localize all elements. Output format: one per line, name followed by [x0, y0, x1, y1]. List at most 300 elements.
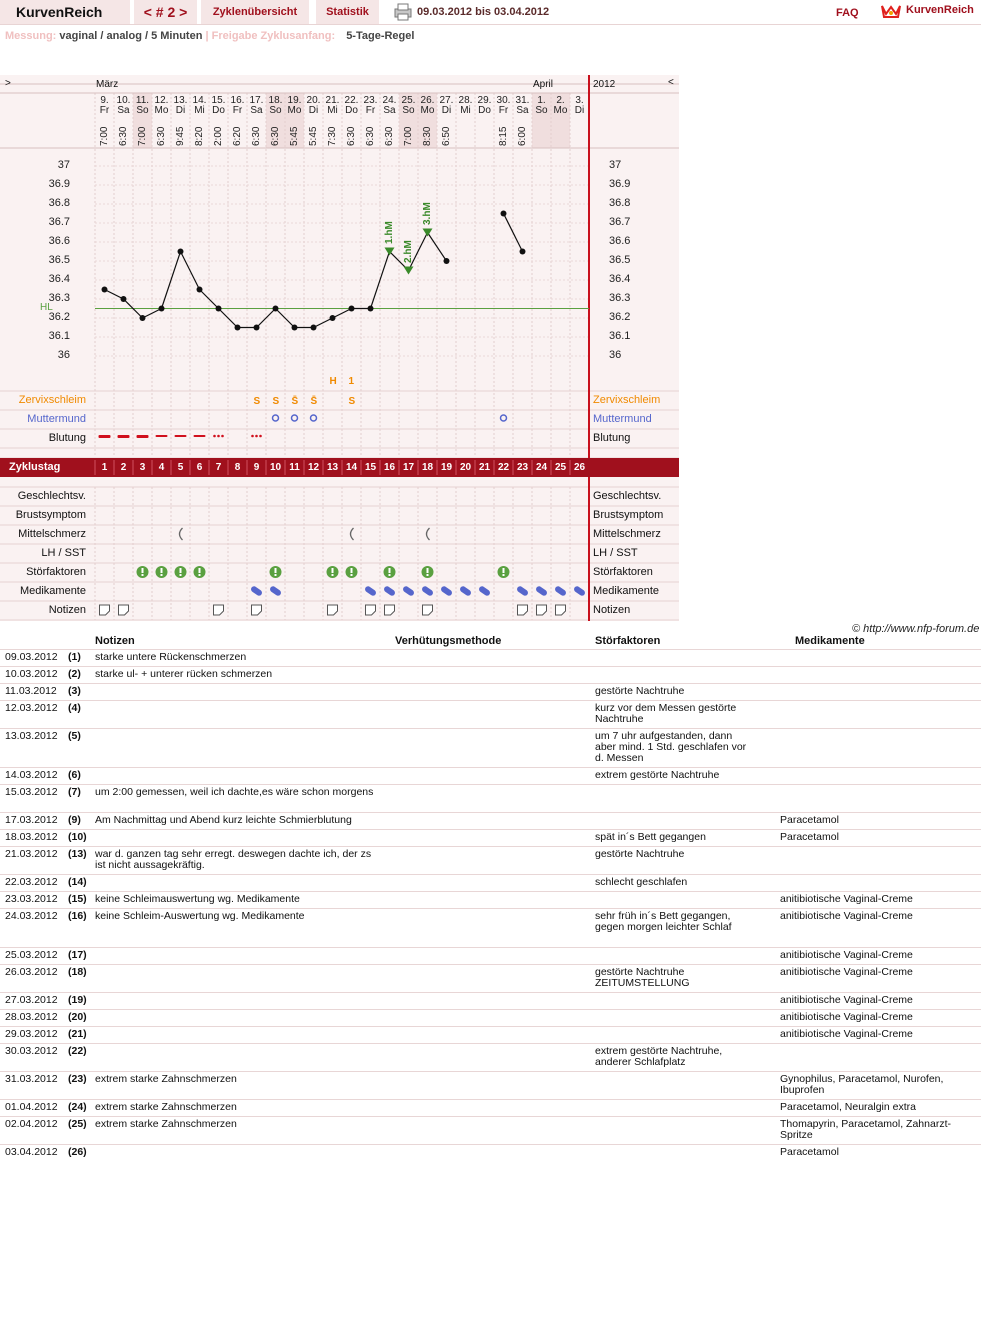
temp-point — [273, 306, 279, 312]
table-row — [0, 992, 981, 1010]
cell-day: (5) — [68, 730, 81, 742]
disturbance-mark — [503, 568, 505, 573]
cell-day: (21) — [68, 1028, 87, 1040]
row-label-right-breast: Brustsymptom — [593, 509, 664, 521]
table-row — [0, 1144, 981, 1162]
cycle-day-number: 18 — [421, 462, 434, 473]
cycle-day-number: 12 — [307, 462, 320, 473]
disturbance-dot — [503, 574, 505, 576]
cell-note: Am Nachmittag und Abend kurz leichte Schmierblutung — [95, 814, 352, 826]
cell-day: (17) — [68, 949, 87, 961]
tab-statistics[interactable]: Statistik — [316, 0, 379, 24]
copyright[interactable]: © http://www.nfp-forum.de — [852, 623, 980, 635]
day-number: 20. — [306, 95, 321, 106]
day-number: 23. — [363, 95, 378, 106]
cycle-day-number: 25 — [554, 462, 567, 473]
cell-date: 22.03.2012 — [5, 876, 58, 888]
cell-note: extrem starke Zahnschmerzen — [95, 1118, 237, 1130]
cell-stoer: gestörte Nachtruhe ZEITUMSTELLUNG — [595, 966, 690, 989]
weekday: Mo — [553, 105, 568, 116]
cell-stoer: um 7 uhr aufgestanden, dann aber mind. 1 Std. geschlafen vor d. Messen — [595, 730, 747, 764]
cell-date: 13.03.2012 — [5, 730, 58, 742]
y-tick-left: 36.3 — [48, 292, 70, 304]
disturbance-mark — [351, 568, 353, 573]
weekday: So — [535, 105, 548, 116]
row-label-cycle: Zyklustag — [9, 461, 61, 473]
day-number: 19. — [287, 95, 302, 106]
bleeding-bar — [137, 435, 149, 438]
day-number: 26. — [420, 95, 435, 106]
weekday: Mo — [154, 105, 169, 116]
cell-med: anitibiotische Vaginal-Creme — [780, 949, 913, 961]
cell-note: um 2:00 gemessen, weil ich dachte,es wäre schon morgens — [95, 786, 374, 798]
weekday: Di — [308, 105, 319, 116]
disturbance-mark — [161, 568, 163, 573]
nav-left-arrow[interactable]: > — [5, 78, 11, 89]
temp-point — [520, 249, 526, 255]
day-number: 27. — [439, 95, 454, 106]
cycle-day-number: 20 — [459, 462, 472, 473]
temp-point — [216, 306, 222, 312]
weekday: Do — [478, 105, 491, 116]
cycle-day-number: 4 — [158, 462, 165, 473]
nav-right-arrow[interactable]: < — [668, 77, 674, 88]
cell-day: (18) — [68, 966, 87, 978]
day-number: 16. — [230, 95, 245, 106]
cell-date: 01.04.2012 — [5, 1101, 58, 1113]
weekday: Sa — [117, 105, 130, 116]
cell-med: Paracetamol — [780, 1146, 839, 1158]
cycle-day-number: 24 — [535, 462, 548, 473]
cell-date: 03.04.2012 — [5, 1146, 58, 1158]
cell-note: war d. ganzen tag sehr erregt. deswegen dachte ich, der zs ist nicht aussagekräftig. — [95, 848, 372, 871]
row-label-right-bleeding: Blutung — [593, 432, 631, 444]
y-tick-left: 36 — [57, 349, 70, 361]
weekday: Do — [212, 105, 225, 116]
measure-time: 7:30 — [326, 126, 338, 146]
y-tick-left: 36.2 — [48, 311, 70, 323]
measure-time: 7:00 — [136, 126, 148, 146]
row-label-cervix: Muttermund — [27, 413, 86, 425]
disturbance-dot — [332, 574, 334, 576]
day-number: 29. — [477, 95, 492, 106]
cell-date: 28.03.2012 — [5, 1011, 58, 1023]
cycle-day-number: 7 — [215, 462, 222, 473]
measure-time: 5:45 — [288, 126, 300, 146]
measure-time: 7:00 — [98, 126, 110, 146]
table-row — [0, 728, 981, 768]
bleeding-bar — [118, 435, 130, 438]
disturbance-dot — [389, 574, 391, 576]
disturbance-dot — [161, 574, 163, 576]
row-label-disturb: Störfaktoren — [26, 566, 86, 578]
temp-point — [311, 325, 317, 331]
cell-stoer: extrem gestörte Nachtruhe, anderer Schlafplatz — [595, 1045, 723, 1068]
y-tick-left: 36.5 — [48, 254, 70, 266]
weekday: Do — [345, 105, 358, 116]
disturbance-mark — [389, 568, 391, 573]
temp-point — [159, 306, 165, 312]
disturbance-mark — [180, 568, 182, 573]
chart-canvas — [0, 75, 679, 621]
cell-date: 15.03.2012 — [5, 786, 58, 798]
table-row — [0, 964, 981, 993]
cell-note: starke ul- + unterer rücken schmerzen — [95, 668, 273, 680]
header-meds: Medikamente — [795, 635, 865, 647]
disturbance-mark — [332, 568, 334, 573]
row-label-meds: Medikamente — [19, 585, 86, 597]
cell-note: keine Schleimauswertung wg. Medikamente — [95, 893, 300, 905]
day-number: 2. — [556, 95, 565, 106]
temp-point — [197, 287, 203, 293]
high-mark-label: 2.hM — [402, 239, 414, 263]
y-tick-right: 36.7 — [609, 216, 631, 228]
table-row — [0, 649, 981, 667]
day-number: 28. — [458, 95, 473, 106]
cycle-day-number: 6 — [196, 462, 203, 473]
tab-cycle-overview[interactable]: Zyklenübersicht — [201, 0, 309, 24]
faq-link[interactable]: FAQ — [836, 7, 859, 19]
y-tick-right: 36.4 — [609, 273, 631, 285]
table-row — [0, 874, 981, 892]
cycle-day-number: 3 — [139, 462, 146, 473]
cell-stoer: kurz vor dem Messen gestörte Nachtruhe — [595, 702, 737, 725]
cycle-day-number: 10 — [269, 462, 282, 473]
cell-med: Paracetamol, Neuralgin extra — [780, 1101, 916, 1113]
cell-date: 30.03.2012 — [5, 1045, 58, 1057]
measure-time: 6:30 — [269, 126, 281, 146]
day-number: 21. — [325, 95, 340, 106]
day-number: 31. — [515, 95, 530, 106]
day-number: 15. — [211, 95, 226, 106]
date-range: 09.03.2012 bis 03.04.2012 — [417, 6, 550, 18]
weekday: Di — [175, 105, 186, 116]
cell-date: 21.03.2012 — [5, 848, 58, 860]
bleeding-bar — [194, 435, 206, 437]
day-number: 9. — [100, 95, 109, 106]
cycle-day-number: 13 — [326, 462, 339, 473]
weekday: Mi — [460, 105, 471, 116]
row-label-midpain: Mittelschmerz — [18, 528, 86, 540]
measure-time: 6:30 — [155, 126, 167, 146]
cell-date: 26.03.2012 — [5, 966, 58, 978]
weekday: Fr — [365, 105, 376, 116]
coverline-label: HL — [40, 301, 53, 313]
temp-point — [121, 296, 127, 302]
day-number: 14. — [192, 95, 207, 106]
cell-day: (15) — [68, 893, 87, 905]
temp-point — [349, 306, 355, 312]
temp-point — [178, 249, 184, 255]
cell-date: 10.03.2012 — [5, 668, 58, 680]
printer-icon[interactable] — [392, 3, 414, 21]
cell-date: 24.03.2012 — [5, 910, 58, 922]
cell-day: (7) — [68, 786, 81, 798]
disturbance-dot — [142, 574, 144, 576]
measure-time: 8:20 — [193, 126, 205, 146]
weekday: Mi — [327, 105, 338, 116]
measure-time: 6:30 — [250, 126, 262, 146]
measure-time: 8:15 — [497, 126, 509, 146]
y-tick-left: 36.7 — [48, 216, 70, 228]
month-left: März — [96, 79, 119, 90]
crown-icon — [880, 2, 902, 20]
cell-day: (10) — [68, 831, 87, 843]
weekday: Fr — [99, 105, 110, 116]
cell-date: 27.03.2012 — [5, 994, 58, 1006]
day-number: 25. — [401, 95, 416, 106]
cycle-day-number: 9 — [253, 462, 260, 473]
row-label-bleeding: Blutung — [48, 432, 86, 444]
temp-point — [254, 325, 260, 331]
day-number: 22. — [344, 95, 359, 106]
cycle-day-number: 8 — [234, 462, 241, 473]
y-tick-right: 36.9 — [609, 178, 631, 190]
bleeding-dot — [213, 435, 216, 438]
year-label: 2012 — [593, 79, 616, 90]
cycle-day-number: 21 — [478, 462, 491, 473]
y-tick-right: 37 — [609, 159, 622, 171]
measure-time: 8:30 — [421, 126, 433, 146]
table-row — [0, 947, 981, 965]
separator: | — [205, 30, 209, 42]
weekday: Sa — [516, 105, 529, 116]
measure-time: 6:30 — [117, 126, 129, 146]
temp-point — [501, 211, 507, 217]
table-row — [0, 784, 981, 813]
y-tick-left: 36.9 — [48, 178, 70, 190]
temp-point — [368, 306, 374, 312]
weekday: So — [269, 105, 282, 116]
cell-med: anitibiotische Vaginal-Creme — [780, 994, 913, 1006]
measurement-info — [5, 30, 414, 42]
high-mark-label: 3.hM — [421, 201, 433, 225]
measure-time: 2:00 — [212, 126, 224, 146]
cell-day: (25) — [68, 1118, 87, 1130]
cell-day: (16) — [68, 910, 87, 922]
cell-med: anitibiotische Vaginal-Creme — [780, 966, 913, 978]
mucus-symbol: S̄ — [310, 396, 318, 407]
cell-note: extrem starke Zahnschmerzen — [95, 1101, 237, 1113]
cycle-day-number: 19 — [440, 462, 453, 473]
cell-day: (14) — [68, 876, 87, 888]
cycle-day-number: 16 — [383, 462, 396, 473]
weekday: Fr — [498, 105, 509, 116]
cell-day: (19) — [68, 994, 87, 1006]
row-label-breast: Brustsymptom — [15, 509, 86, 521]
chart-background — [0, 75, 679, 621]
high-mark-label: 1.hM — [383, 220, 395, 244]
cell-note: keine Schleim-Auswertung wg. Medikamente — [95, 910, 305, 922]
disturbance-dot — [275, 574, 277, 576]
cell-date: 12.03.2012 — [5, 702, 58, 714]
cell-date: 23.03.2012 — [5, 893, 58, 905]
weekday: Sa — [383, 105, 396, 116]
table-row — [0, 1026, 981, 1044]
weekday: Mo — [420, 105, 435, 116]
table-row — [0, 767, 981, 785]
table-row — [0, 1009, 981, 1027]
disturbance-mark — [427, 568, 429, 573]
weekday: Di — [574, 105, 585, 116]
disturbance-mark — [275, 568, 277, 573]
cycle-day-number: 26 — [573, 462, 586, 473]
month-right: April — [533, 79, 554, 90]
cell-med: anitibiotische Vaginal-Creme — [780, 1011, 913, 1023]
cell-day: (3) — [68, 685, 81, 697]
cell-stoer: spät in´s Bett gegangen — [595, 831, 706, 843]
cell-note: starke untere Rückenschmerzen — [95, 651, 247, 663]
cell-day: (24) — [68, 1101, 87, 1113]
row-label-right-intercourse: Geschlechtsv. — [593, 490, 662, 502]
cycle-day-number: 11 — [289, 462, 300, 473]
disturbance-dot — [427, 574, 429, 576]
weekday: So — [402, 105, 415, 116]
row-label-right-midpain: Mittelschmerz — [593, 528, 661, 540]
day-number: 3. — [575, 95, 584, 106]
measure-time: 6:30 — [383, 126, 395, 146]
y-tick-right: 36.8 — [609, 197, 631, 209]
cell-note: extrem starke Zahnschmerzen — [95, 1073, 237, 1085]
mucus-symbol: S — [272, 396, 280, 407]
measure-time: 6:50 — [440, 126, 452, 146]
cell-med: anitibiotische Vaginal-Creme — [780, 1028, 913, 1040]
cell-med: Paracetamol — [780, 814, 839, 826]
row-label-right-cervix: Muttermund — [593, 413, 652, 425]
y-tick-right: 36.5 — [609, 254, 631, 266]
cycle-chart — [0, 75, 679, 621]
cell-med: Gynophilus, Paracetamol, Nurofen, Ibuprofen — [780, 1073, 944, 1096]
header-stoer: Störfaktoren — [595, 635, 661, 647]
table-row — [0, 1071, 981, 1100]
measure-time: 6:20 — [231, 126, 243, 146]
brand-title: KurvenReich — [0, 0, 130, 24]
cell-day: (22) — [68, 1045, 87, 1057]
cell-med: anitibiotische Vaginal-Creme — [780, 893, 913, 905]
cell-day: (1) — [68, 651, 81, 663]
header-method: Verhütungsmethode — [395, 635, 502, 647]
temp-point — [330, 315, 336, 321]
row-label-right-mucus: Zervixschleim — [593, 394, 661, 406]
bleeding-bar — [175, 435, 187, 437]
bleeding-bar — [156, 435, 168, 437]
header-notes: Notizen — [95, 635, 135, 647]
measure-time: 6:00 — [516, 126, 528, 146]
top-bar — [0, 0, 981, 25]
y-tick-left: 36.4 — [48, 273, 70, 285]
cell-stoer: extrem gestörte Nachtruhe — [595, 769, 720, 781]
day-number: 10. — [116, 95, 131, 106]
day-number: 30. — [496, 95, 511, 106]
disturbance-dot — [199, 574, 201, 576]
cell-date: 09.03.2012 — [5, 651, 58, 663]
cell-day: (13) — [68, 848, 87, 860]
table-row — [0, 683, 981, 701]
cycle-day-number: 5 — [177, 462, 184, 473]
day-number: 17. — [249, 95, 264, 106]
measure-time: 5:45 — [307, 126, 319, 146]
cell-day: (9) — [68, 814, 81, 826]
bleeding-bar — [99, 435, 111, 438]
peak-label: 1 — [348, 376, 355, 387]
cycle-day-number: 22 — [497, 462, 510, 473]
row-label-lh: LH / SST — [41, 547, 86, 559]
bleeding-dot — [221, 435, 224, 438]
weekday: Mo — [287, 105, 302, 116]
day-number: 18. — [268, 95, 283, 106]
cell-med: Thomapyrin, Paracetamol, Zahnarzt-Spritze — [780, 1118, 951, 1141]
cell-date: 31.03.2012 — [5, 1073, 58, 1085]
weekday: Fr — [232, 105, 243, 116]
disturbance-dot — [351, 574, 353, 576]
cell-stoer: schlecht geschlafen — [595, 876, 688, 888]
row-label-right-meds: Medikamente — [593, 585, 660, 597]
bleeding-dot — [255, 435, 258, 438]
table-row — [0, 829, 981, 847]
disturbance-mark — [142, 568, 144, 573]
mucus-symbol: S̄ — [291, 396, 299, 407]
row-label-right-lh: LH / SST — [593, 547, 638, 559]
temp-point — [235, 325, 241, 331]
row-label-intercourse: Geschlechtsv. — [17, 490, 86, 502]
temp-point — [444, 258, 450, 264]
y-tick-right: 36.2 — [609, 311, 631, 323]
table-row — [0, 700, 981, 729]
row-label-notes: Notizen — [48, 604, 86, 616]
measure-time: 6:30 — [345, 126, 357, 146]
cell-med: anitibiotische Vaginal-Creme — [780, 910, 913, 922]
cell-stoer: sehr früh in´s Bett gegangen, gegen morgen leichter Schlaf — [595, 910, 732, 933]
disturbance-dot — [180, 574, 182, 576]
cycle-day-number: 14 — [345, 462, 358, 473]
cycle-day-number: 17 — [402, 462, 415, 473]
measure-label: Messung: — [5, 30, 57, 42]
measure-time: 9:45 — [174, 126, 186, 146]
cell-stoer: gestörte Nachtruhe — [595, 848, 685, 860]
cell-date: 25.03.2012 — [5, 949, 58, 961]
cell-med: Paracetamol — [780, 831, 839, 843]
y-tick-right: 36.3 — [609, 292, 631, 304]
y-tick-left: 36.1 — [48, 330, 70, 342]
cell-date: 29.03.2012 — [5, 1028, 58, 1040]
cell-day: (20) — [68, 1011, 87, 1023]
cell-day: (4) — [68, 702, 81, 714]
weekday: Sa — [250, 105, 263, 116]
mucus-symbol: S — [253, 396, 261, 407]
mucus-symbol: S — [348, 396, 356, 407]
temp-point — [292, 325, 298, 331]
row-label-right-disturb: Störfaktoren — [593, 566, 653, 578]
row-label-mucus: Zervixschleim — [18, 394, 86, 406]
day-number: 13. — [173, 95, 188, 106]
cell-day: (2) — [68, 668, 81, 680]
table-row — [0, 846, 981, 875]
table-row — [0, 908, 981, 948]
table-row — [0, 891, 981, 909]
table-row — [0, 812, 981, 830]
cycle-day-number: 1 — [101, 462, 108, 473]
y-tick-right: 36 — [609, 349, 622, 361]
release-value: 5-Tage-Regel — [346, 30, 415, 42]
measure-time: 6:30 — [364, 126, 376, 146]
table-row — [0, 666, 981, 684]
cell-date: 17.03.2012 — [5, 814, 58, 826]
cycle-nav[interactable]: < # 2 > — [134, 0, 197, 24]
y-tick-right: 36.6 — [609, 235, 631, 247]
table-row — [0, 1043, 981, 1072]
table-row — [0, 1099, 981, 1117]
day-number: 12. — [154, 95, 169, 106]
